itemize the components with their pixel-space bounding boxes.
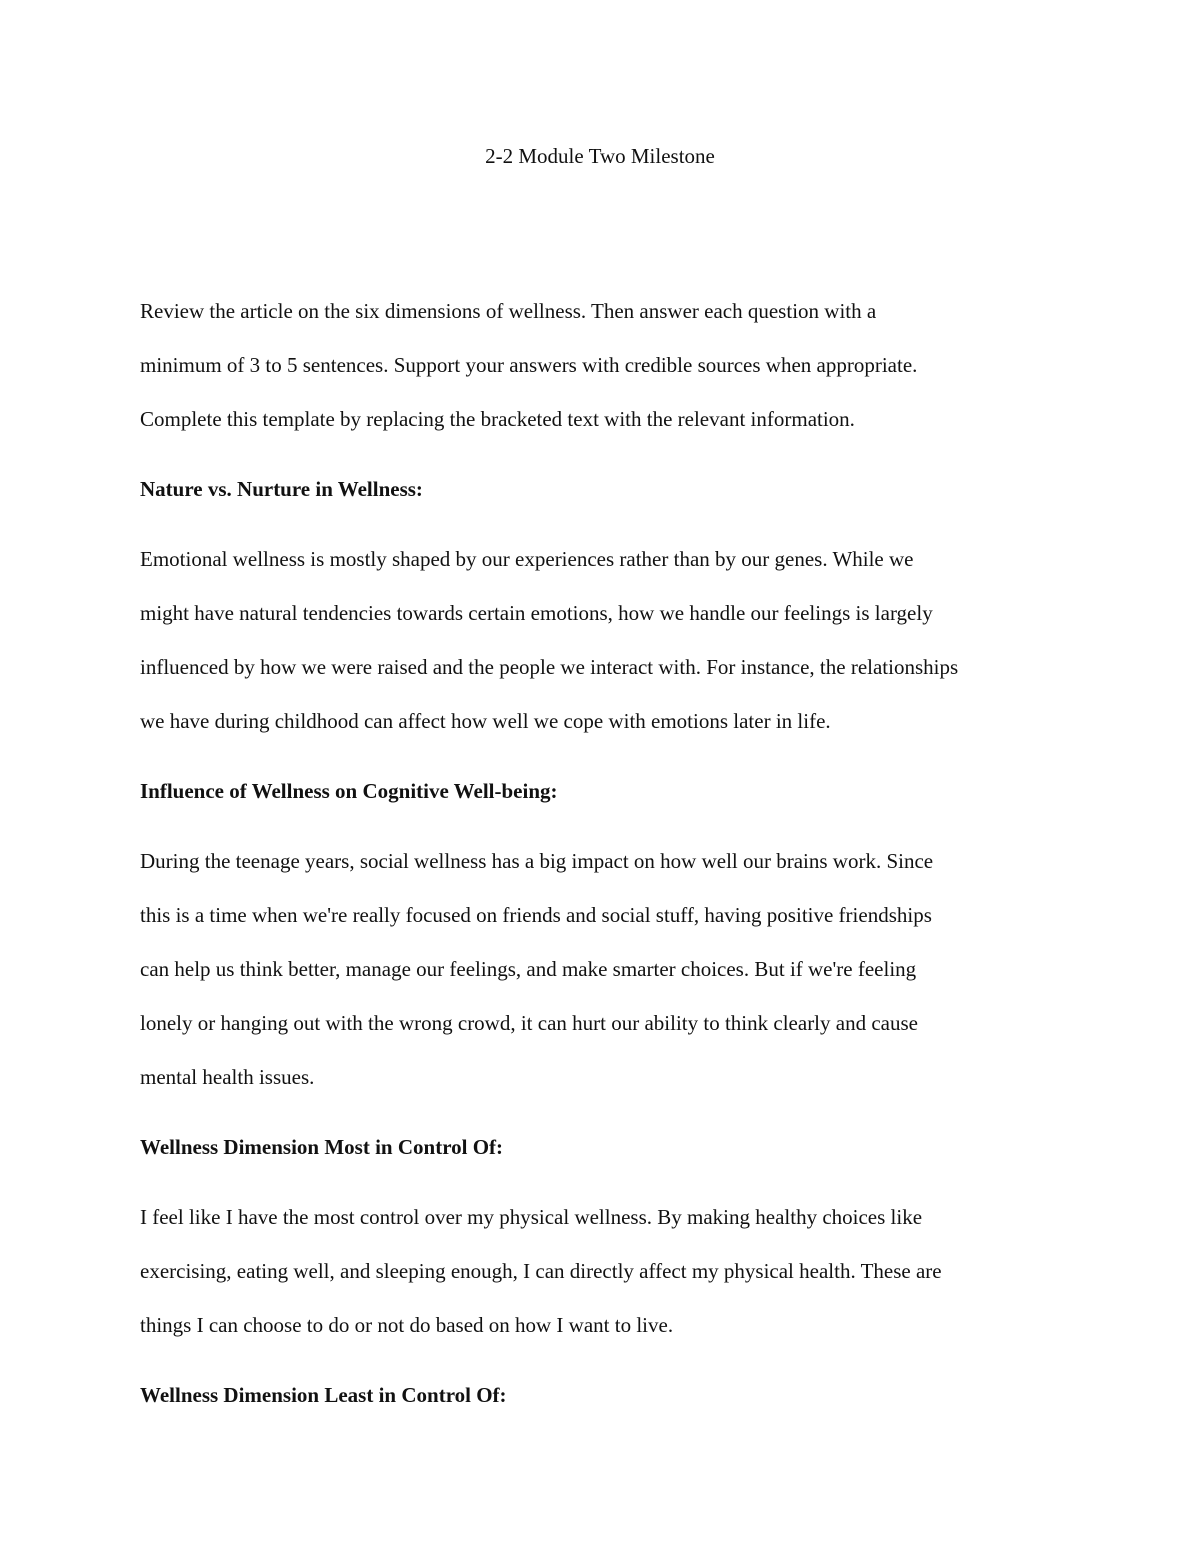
intro-line: Complete this template by replacing the bracketed text with the relevant information. [140,407,855,431]
section-heading-most-control: Wellness Dimension Most in Control Of: [140,1135,504,1159]
intro-paragraph [140,284,1070,446]
answer-line: lonely or hanging out with the wrong crowd, it can hurt our ability to think clearly and cause [140,1011,918,1035]
answer-line: exercising, eating well, and sleeping enough, I can directly affect my physical health. These are [140,1259,942,1283]
answer-line: I feel like I have the most control over my physical wellness. By making healthy choices like [140,1205,923,1229]
intro-line: Review the article on the six dimensions of wellness. Then answer each question with a [140,299,877,323]
answer-line: might have natural tendencies towards certain emotions, how we handle our feelings is largely [140,601,933,625]
section-answer-cognitive-well-being [140,818,1070,1104]
answer-line: During the teenage years, social wellness has a big impact on how well our brains work. Since [140,849,934,873]
section-answer-most-control [140,1174,1070,1352]
intro-line: minimum of 3 to 5 sentences. Support your answers with credible sources when appropriate. [140,353,918,377]
answer-line: we have during childhood can affect how well we cope with emotions later in life. [140,709,831,733]
document-body [140,284,1070,1422]
answer-line: influenced by how we were raised and the people we interact with. For instance, the relationships [140,655,959,679]
section-heading-least-control: Wellness Dimension Least in Control Of: [140,1383,507,1407]
answer-line: Emotional wellness is mostly shaped by our experiences rather than by our genes. While we [140,547,914,571]
answer-line: can help us think better, manage our feelings, and make smarter choices. But if we're feeling [140,957,917,981]
answer-line: mental health issues. [140,1065,315,1089]
answer-line: this is a time when we're really focused on friends and social stuff, having positive friendships [140,903,932,927]
document-title: 2-2 Module Two Milestone [485,144,715,168]
answer-line: things I can choose to do or not do based on how I want to live. [140,1313,674,1337]
section-answer-nature-vs-nurture [140,516,1070,748]
section-heading-nature-vs-nurture: Nature vs. Nurture in Wellness: [140,477,423,501]
section-heading-cognitive-well-being: Influence of Wellness on Cognitive Well-being: [140,779,558,803]
